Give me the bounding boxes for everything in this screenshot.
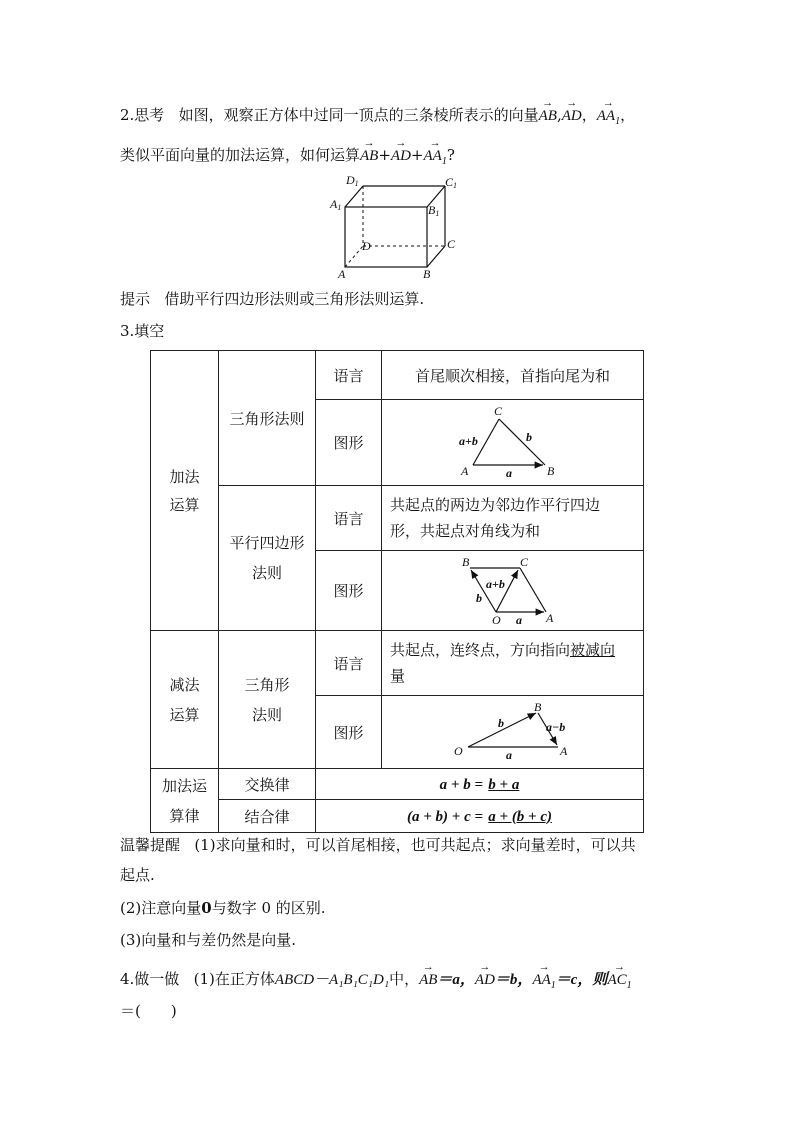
- vec-aa1: → $AA_1$: [597, 108, 620, 124]
- tips-line-2: (2)注意向量0与数字 0 的区别.: [120, 899, 326, 917]
- triangle-rule-cell: 三角形法则: [219, 351, 316, 486]
- svg-text:B: B: [461, 555, 469, 569]
- sub-op-cell: 减法 运算: [151, 631, 219, 769]
- q2-line-2: 类似平面向量的加法运算，如何运算→ $AB+\to AD+\to AA_1$?: [120, 144, 455, 167]
- q4-line-2: ＝( ): [120, 1002, 177, 1020]
- svg-text:a: a: [505, 748, 512, 762]
- triangle-figure-cell: [382, 400, 644, 486]
- label-b1: B1: [428, 203, 440, 218]
- svg-text:b: b: [525, 429, 532, 444]
- q4-line-1: 4.做一做 (1)在正方体ABCD－A₁B₁C₁D₁中，→ AB＝a，→ AD＝b，→ $AA_1=c$，则→ $AC_1$: [120, 968, 632, 991]
- svg-text:a−b: a−b: [545, 720, 565, 734]
- commutative-law: a + b = b + a: [316, 769, 644, 800]
- svg-text:a+b: a+b: [485, 576, 505, 591]
- label-c: C: [447, 237, 456, 251]
- label-d: D: [362, 239, 371, 253]
- svg-text:b: b: [475, 590, 482, 605]
- hint-line: [120, 288, 424, 309]
- label-a1: A1: [330, 197, 342, 212]
- vec-ad: → AD: [562, 108, 582, 124]
- tips-line-1b: 起点.: [120, 866, 155, 884]
- sub-figure-cell: [382, 696, 644, 769]
- vec-ab: → AB: [539, 108, 557, 124]
- svg-text:a+b: a+b: [458, 433, 478, 448]
- svg-text:A: A: [460, 463, 468, 478]
- svg-text:O: O: [453, 744, 463, 758]
- svg-text:b: b: [497, 716, 504, 730]
- svg-text:C: C: [493, 403, 502, 418]
- svg-text:A: A: [559, 744, 567, 758]
- label-a: A: [338, 267, 346, 280]
- label-b: B: [423, 267, 431, 280]
- svg-text:O: O: [491, 612, 501, 626]
- parallelogram-rule-figure: [458, 556, 568, 626]
- label-d1: D1: [346, 173, 359, 188]
- q2-line-1: 2.思考 如图，观察正方体中过同一顶点的三条棱所表示的向量→ AB,→ AD，→ $AA_1$，: [120, 104, 635, 127]
- parallelogram-rule-cell: 平行四边形 法则: [219, 486, 316, 631]
- q2-text-a: 如图，观察正方体中过同一顶点的三条棱所表示的向量: [178, 106, 539, 124]
- parallelogram-lang: 共起点的两边为邻边作平行四边 形，共起点对角线为和: [382, 486, 644, 551]
- q2-text-b: 类似平面向量的加法运算，如何运算: [120, 146, 361, 164]
- associative-law: (a + b) + c = a + (b + c): [316, 800, 644, 833]
- hint-label: 提示: [120, 290, 151, 308]
- hint-text: 借助平行四边形法则或三角形法则运算.: [164, 290, 425, 308]
- vector-rules-table: 加法 运算 三角形法则 语言 首尾顺次相接，首指向尾为和 图形 C A B a b a+b 平行四边形 法则 语言 共起点的两边为邻边作平行四边 形，共起点对角线为和 图形 B C O A a b a+b 减法 运算 三角形 法则 语言 共起点，连终点，方向指向被减向 量 图形 O A B a b a−b 加法运 算律 交换律 a + b = b + a 结合律 (a + b) + c = a + (b + c): [150, 350, 644, 833]
- svg-text:C: C: [519, 555, 528, 569]
- sub-rule-cell: 三角形 法则: [219, 631, 316, 769]
- add-op-cell: 加法 运算: [151, 351, 219, 631]
- tips-line-3: (3)向量和与差仍然是向量.: [120, 931, 297, 949]
- triangle-rule-figure: [453, 403, 573, 483]
- triangle-lang: 首尾顺次相接，首指向尾为和: [382, 351, 644, 400]
- tips-label: 温馨提醒: [120, 836, 181, 854]
- sub-rule-figure: [448, 701, 578, 763]
- q2-label: 2.思考: [120, 106, 165, 124]
- parallelogram-figure-cell: [382, 551, 644, 631]
- q3-label: 3.填空: [120, 322, 165, 340]
- sub-lang: 共起点，连终点，方向指向被减向 量: [382, 631, 644, 696]
- svg-text:a: a: [515, 612, 522, 626]
- law-group-cell: 加法运 算律: [151, 769, 219, 833]
- svg-text:A: A: [545, 610, 553, 625]
- svg-text:B: B: [533, 701, 541, 714]
- q4-label: 4.做一做: [120, 970, 180, 988]
- cube-figure: [325, 172, 465, 280]
- tips-line-1: 温馨提醒 (1)求向量和时，可以首尾相接，也可共起点；求向量差时，可以共: [120, 836, 636, 854]
- label-c1: C1: [445, 175, 458, 190]
- svg-text:a: a: [505, 465, 512, 480]
- svg-text:B: B: [546, 463, 554, 478]
